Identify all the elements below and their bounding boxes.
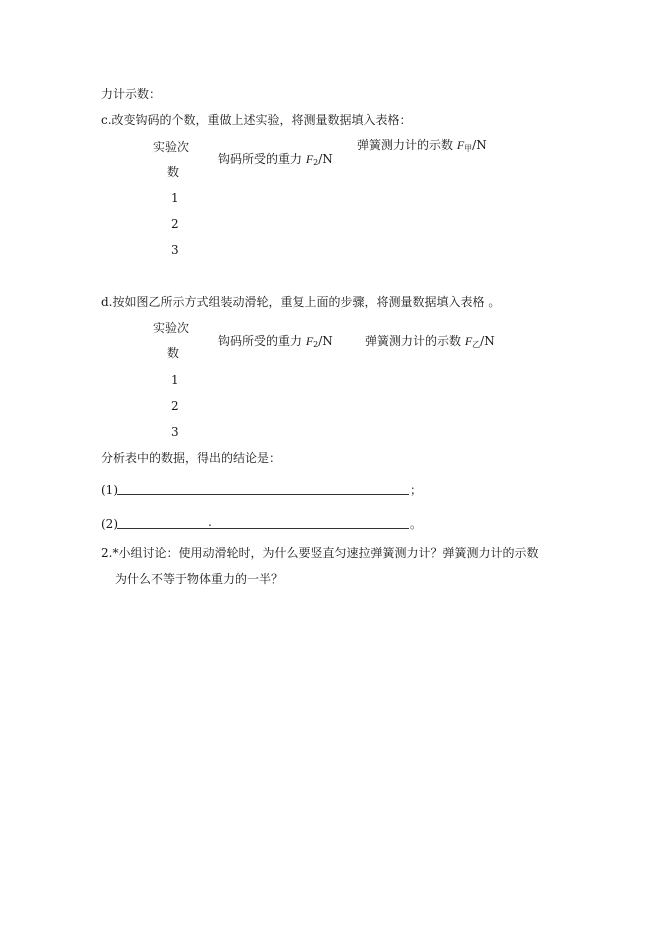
blank2-answer-line[interactable] (117, 528, 409, 529)
table2-row-3: 3 (171, 425, 179, 439)
blank2-end-punct: 。 (410, 517, 423, 531)
table1-row-2: 2 (171, 217, 179, 231)
table2-header-spring (365, 333, 495, 353)
table2-spring-unit: /N (480, 334, 495, 348)
analysis-text: 分析表中的数据，得出的结论是： (101, 451, 282, 465)
table2-weight-unit: /N (318, 334, 333, 348)
blank1-end-punct: ； (410, 483, 423, 497)
table1-header-trial-line1: 实验次 (153, 140, 190, 154)
table2-spring-var: F (464, 334, 473, 348)
blank1-answer-line[interactable] (117, 494, 409, 495)
table1-spring-unit: /N (472, 138, 487, 152)
blank2-label: (2) (101, 517, 118, 531)
table1-spring-label: 弹簧测力计的示数 (357, 138, 457, 152)
table2-header-trial-line1: 实验次 (153, 321, 190, 335)
table2-spring-sub: 乙 (472, 340, 481, 349)
table1-header-trial-line2: 数 (167, 165, 180, 179)
question-2-line1: 2.*小组讨论：使用动滑轮时，为什么要竖直匀速拉弹簧测力计？弹簧测力计的示数 (101, 546, 539, 560)
table1-weight-unit: /N (318, 152, 333, 166)
table2-header-trial-line2: 数 (167, 346, 180, 360)
table2-row-1: 1 (171, 373, 179, 387)
table1-header-weight (218, 151, 333, 171)
text-line-top: 力计示数： (101, 87, 162, 101)
table1-spring-var: F (456, 138, 465, 152)
blank1-label: (1) (101, 483, 118, 497)
question-2-line2: 为什么不等于物体重力的一半？ (115, 572, 284, 586)
table1-spring-sub: 甲 (464, 144, 473, 153)
step-c-text: c.改变钩码的个数，重做上述实验，将测量数据填入表格： (101, 113, 412, 127)
table2-weight-label: 钩码所受的重力 (218, 334, 306, 348)
table1-weight-label: 钩码所受的重力 (218, 152, 306, 166)
blank2-mid-dot: . (208, 515, 212, 529)
table1-header-spring (357, 137, 487, 157)
table2-weight-sub: 2 (313, 340, 319, 349)
table1-weight-sub: 2 (313, 158, 319, 167)
table1-row-1: 1 (171, 191, 179, 205)
table2-spring-label: 弹簧测力计的示数 (365, 334, 465, 348)
table1-weight-var: F (305, 152, 314, 166)
table2-weight-var: F (305, 334, 314, 348)
step-d-text: d.按如图乙所示方式组装动滑轮，重复上面的步骤，将测量数据填入表格 。 (101, 295, 501, 309)
table2-header-weight (218, 333, 333, 353)
table1-row-3: 3 (171, 243, 179, 257)
table2-row-2: 2 (171, 399, 179, 413)
